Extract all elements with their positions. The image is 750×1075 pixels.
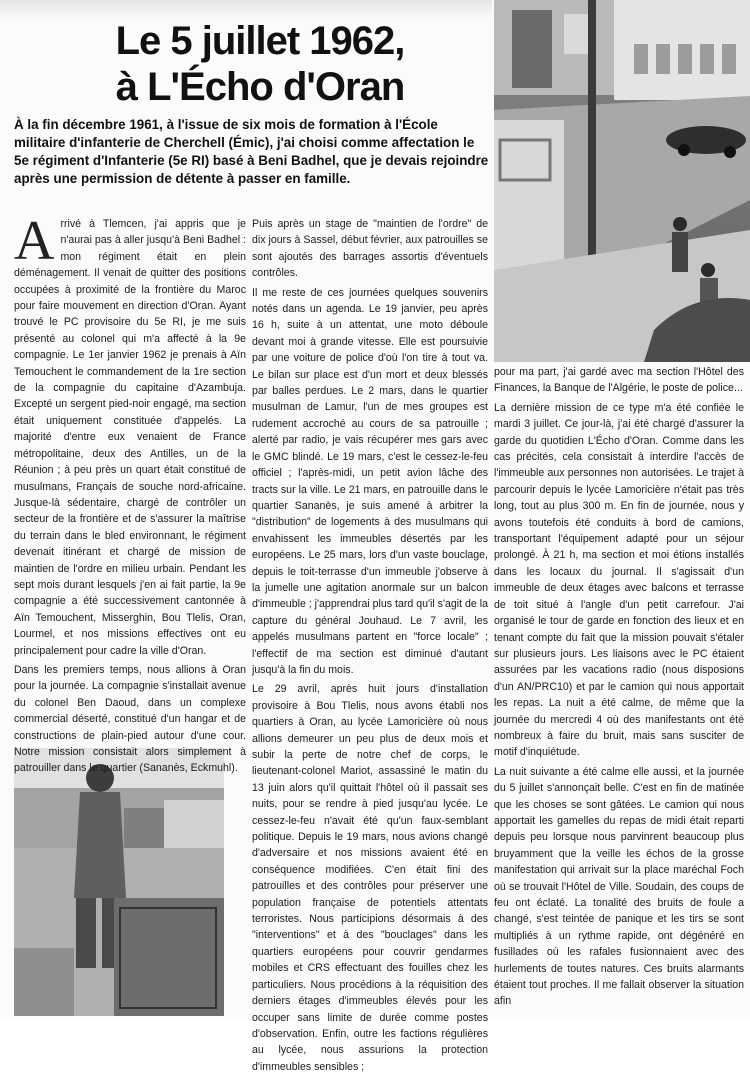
article-lead: À la fin décembre 1961, à l'issue de six mois de formation à l'École militaire d'infanterie de Cherchell (Émic), j'ai choisi comme affectation le 5e régiment d'Infanterie (5e RI) basé à Beni Badhel, que je devais rejoindre après une permission de détente à passer en famille. bbox=[14, 117, 489, 186]
column-2-paragraph-1: Puis après un stage de "maintien de l'ordre" de dix jours à Sassel, début février, aux patrouilles se sont ajoutés des barrages assortis d'éventuels contrôles. bbox=[252, 218, 488, 280]
article-column-3 bbox=[494, 364, 744, 1016]
column-3-paragraph-2: La dernière mission de ce type m'a été confiée le mardi 3 juillet. Ce jour-là, j'ai été chargé d'assurer la garde du quotidien L'Écho d'Oran. Comme dans les cas précités, cela consistait à interdire l'accès de l'immeuble aux personnes non autorisées. Le trajet à parcourir depuis le lycée Lamoricière n'était pas très long, tout au plus 300 m. En fin de journée, nous y avons toutefois été conduits à bord de camions, transportant l'équipement adapté pour un séjour prolongé. À 21 h, ma section et moi étions installés dans les locaux du journal. Il s'agissait d'un immeuble de deux étages avec balcons et terrasse de toit situé à l'angle d'un petit carrefour. J'ai organisé le tour de garde en fonction des lieux et en tenant compte du fait que la mission pouvait s'étaler sur plusieurs jours. Les liaisons avec le PC étaient assurées par les vacations radio (nous disposions d'un AN/PRC10) et par le camion qui nous apportait les repas. La nuit a été calme, de même que la journée du mercredi 4 où des manifestants ont été nombreux à faire du bruit, mais sans susciter de motif d'inquiétude. bbox=[494, 401, 744, 759]
article-column-1 bbox=[14, 210, 246, 775]
street-scene-photo bbox=[494, 0, 750, 362]
article-title bbox=[40, 18, 480, 110]
soldier-rooftop-photo bbox=[14, 748, 224, 1016]
column-1-paragraph-1: rrivé à Tlemcen, j'ai appris que je n'aurai pas à aller jusqu'à Beni Badhel : mon régiment était en plein déménagement. Il venait de quitter des positions occupées à proximité de la frontière du Maroc pour faire mouvement en direction d'Oran. Ayant trouvé le PC provisoire du 5e RI, je me suis présenté au colonel qui m'a affecté à la 9e compagnie. Le 1er janvier 1962 je prenais à Aïn Temouchent le commandement de la 1re section de la compagnie du capitaine d'Azambuja. Excepté un sergent pied-noir engagé, ma section était uniquement constituée d'appelés. La majorité d'entre eux venaient de France métropolitaine, deux des Antilles, un de la Réunion ; à peu près un quart était constitué de musulmans, Français de souche nord-africaine. Jusque-là sédentaire, chargé de contrôler un secteur de la frontière et de s'assurer la maîtrise du terrain dans le bled environnant, le régiment devenait itinérant et chargé de mission de maintien de l'ordre en milieu urbain. Pendant les sept mois durant lesquels j'en ai fait partie, la 9e compagnie a été successivement cantonnée à Aïn Temouchent, Misserghin, Bou Tlelis, Oran, Lourmel, et nos missions effectives ont eu principalement pour cadre la ville d'Oran. bbox=[14, 218, 246, 657]
article-title-line-2: à L'Écho d'Oran bbox=[115, 65, 405, 109]
column-3-paragraph-1: pour ma part, j'ai gardé avec ma section l'Hôtel des Finances, la Banque de l'Algérie, le poste de police... bbox=[494, 366, 744, 395]
article-title-line-1: Le 5 juillet 1962, bbox=[115, 19, 405, 63]
column-3-paragraph-3: La nuit suivante a été calme elle aussi, et la journée du 5 juillet s'annonçait belle. C'est en fin de matinée que les choses se sont gâtées. Le camion qui nous apportait les gamelles du repas de midi était reparti depuis peu lorsque nous parvinrent beaucoup plus bruyamment que la veille les échos de la grosse manifestation qui arrivait sur la place maréchal Foch où se trouvait l'Hôtel de Ville. Soudain, des coups de feu ont éclaté. La tonalité des bruits de foule a changé, s'est teintée de panique et les tirs se sont multipliés à un rythme rapide, ont dégénéré en fusillades où les rafales fusionnaient avec des hurlements de toutes natures. Ces bruits alarmants étaient tout proches. Il me fallait observer la situation afin bbox=[494, 765, 744, 1008]
soldier-rooftop-illustration bbox=[14, 748, 224, 1016]
bleed-through-strip bbox=[0, 0, 492, 20]
street-scene-illustration bbox=[494, 0, 750, 362]
column-1-paragraph-2: Dans les premiers temps, nous allions à Oran pour la journée. La compagnie s'installait avenue du colonel Ben Daoud, dans un complexe commercial déserté, constitué d'un hangar et de constructions de plain-pied autour d'une cour. Notre mission consistait alors simplement à patrouiller dans le quartier (Sananès, Eckmuhl). bbox=[14, 663, 246, 775]
column-2-paragraph-2: Il me reste de ces journées quelques souvenirs notés dans un agenda. Le 19 janvier, peu après 16 h, suite à un attentat, une moto déboule devant moi à grande vitesse. Elle est poursuivie par une voiture de police d'où l'on tire à tout va. Le bilan sur place est d'un mort et deux blessés par balles perdues. Le 2 mars, dans le quartier musulman de Lamur, l'un de mes groupes est rudement accroché au cours de sa patrouille ; alerté par radio, je vais récupérer mes gars avec le GMC blindé. Le 19 mars, c'est le cessez-le-feu officiel ; l'après-midi, un petit avion lâche des tracts sur la ville. Le 21 mars, en patrouille dans le quartier Sananès, je suis amené à arbitrer la "distribution" de logements à des musulmans qui envahissent les immeubles désertés par les européens. Le 25 mars, lors d'un vaste bouclage, depuis le toit-terrasse d'un immeuble j'observe à la jumelle une agitation anormale sur un balcon d'immeuble ; j'apprendrai plus tard qu'il s'agit de la capture du général Jouhaud. Le 7 avril, les appelés musulmans partent en "force locale" ; l'effectif de ma section est diminué d'autant jusqu'à la fin du mois. bbox=[252, 286, 488, 676]
column-2-paragraph-3: Le 29 avril, après huit jours d'installation provisoire à Bou Tlelis, nous avons établi nos quartiers à Oran, au lycée Lamoricière où nous allions demeurer un peu plus de deux mois et subir la perte de notre chef de corps, le lieutenant-colonel Mariot, assassiné le matin du 13 juin alors qu'il quittait l'hôtel où il passait ses nuits, pour se rendre à pied jusqu'au lycée. Le cessez-le-feu n'avait été qu'un faux-semblant politique. Depuis le 19 mars, nous avions changé d'adversaire et nos missions avaient été en conséquence modifiées. C'en était fini des patrouilles et des contrôles pour préserver une population française de potentiels attentats terroristes. Nous participions désormais à des "interventions" et à des "bouclages" dans les quartiers européens pour couvrir gendarmes mobiles et CRS effectuant des fouilles chez les particuliers. Nous procédions à la réquisition des derniers étages d'immeubles élevés pour les occuper sans limite de durée comme postes d'observation. Enfin, outre les factions régulières au lycée, nous assurions la protection d'immeubles sensibles ; bbox=[252, 683, 488, 1073]
drop-cap: A bbox=[14, 210, 55, 272]
article-column-2 bbox=[252, 216, 488, 1073]
